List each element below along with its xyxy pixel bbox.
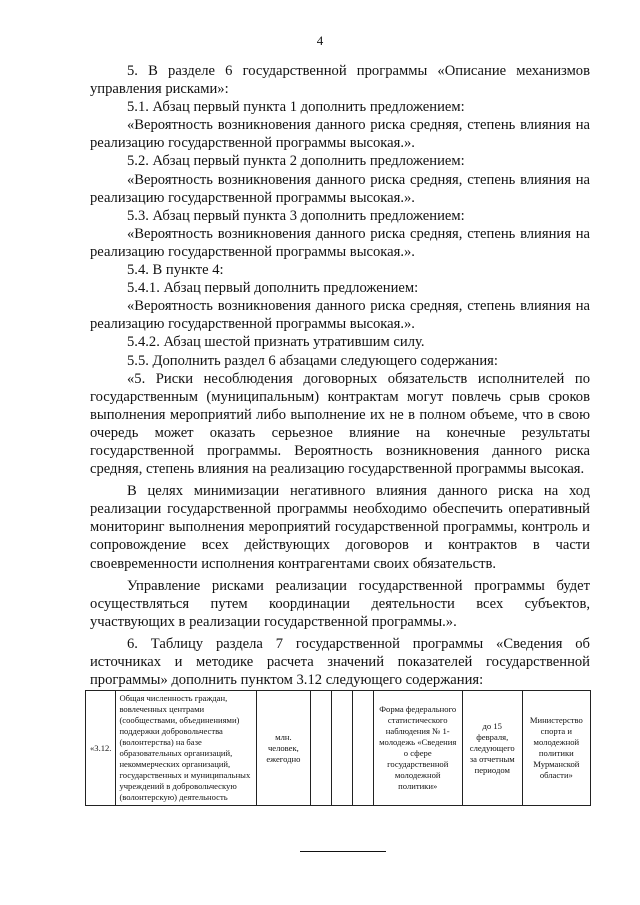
paragraph: «Вероятность возникновения данного риска средняя, степень влияния на реализацию государственной программы высокая.». — [90, 298, 590, 333]
paragraph: 5.4.1. Абзац первый дополнить предложением: — [127, 280, 419, 297]
cell-unit: млн. человек, ежегодно — [257, 691, 311, 806]
paragraph: 5.3. Абзац первый пункта 3 дополнить предложением: — [127, 207, 465, 224]
end-divider — [300, 851, 386, 852]
paragraph: 5.2. Абзац первый пункта 2 дополнить предложением: — [127, 153, 465, 170]
paragraph: Управление рисками реализации государственной программы будет осуществляться путем координации деятельности всех субъектов, участвующих в реализации государственной программы.». — [90, 577, 590, 630]
paragraph: 6. Таблицу раздела 7 государственной программы «Сведения об источниках и методике расчета значений показателей государственной программы» дополнить пунктом 3.12 следующего содержания: — [90, 635, 590, 689]
paragraph: 5.5. Дополнить раздел 6 абзацами следующего содержания: — [127, 352, 498, 369]
cell-number: «3.12. — [86, 691, 116, 806]
cell-data-source: Форма федерального статистического наблюдения № 1-молодежь «Сведения о сфере государственной молодежной политики» — [373, 691, 462, 806]
indicator-table — [85, 690, 591, 806]
paragraph: 5.4. В пункте 4: — [127, 262, 224, 279]
table-row — [86, 691, 591, 806]
paragraph: 5. В разделе 6 государственной программы «Описание механизмов управления рисками»: — [90, 63, 590, 98]
cell-empty — [331, 691, 352, 806]
paragraph: «Вероятность возникновения данного риска средняя, степень влияния на реализацию государственной программы высокая.». — [90, 117, 590, 152]
paragraph: «Вероятность возникновения данного риска средняя, степень влияния на реализацию государственной программы высокая.». — [90, 171, 590, 206]
cell-empty — [352, 691, 373, 806]
body-text — [90, 62, 590, 689]
cell-indicator-name: Общая численность граждан, вовлеченных центрами (сообществами, объединениями) поддержки добровольчества (волонтерства) на базе образовательных организаций, некоммерческих организаций, государственных и муниципальных учреждений в добровольческую (волонтерскую) деятельность — [116, 691, 257, 806]
paragraph: «5. Риски несоблюдения договорных обязательств исполнителей по государственным (муниципальным) контрактам могут повлечь срыв сроков выполнения мероприятий либо выполнение их не в полном объеме, что в свою очередь может оказать серьезное влияние на конечные результаты государственной программы. Вероятность возникновения данного риска средняя, степень влияния на реализацию государственной программы высокая. — [90, 370, 590, 478]
paragraph: «Вероятность возникновения данного риска средняя, степень влияния на реализацию государственной программы высокая.». — [90, 225, 590, 260]
paragraph: 5.1. Абзац первый пункта 1 дополнить предложением: — [127, 99, 465, 116]
cell-deadline: до 15 февраля, следующего за отчетным периодом — [462, 691, 522, 806]
cell-responsible: Министерство спорта и молодежной политики Мурманской области» — [522, 691, 590, 806]
page-number: 4 — [316, 33, 324, 48]
paragraph: В целях минимизации негативного влияния данного риска на ход реализации государственной программы необходимо обеспечить оперативный мониторинг выполнения мероприятий государственной программы, контроль и сопровождение всех действующих договоров и контрактов в части своевременности исполнения контрагентами своих обязательств. — [90, 483, 590, 572]
cell-empty — [310, 691, 331, 806]
paragraph: 5.4.2. Абзац шестой признать утратившим силу. — [127, 334, 425, 351]
